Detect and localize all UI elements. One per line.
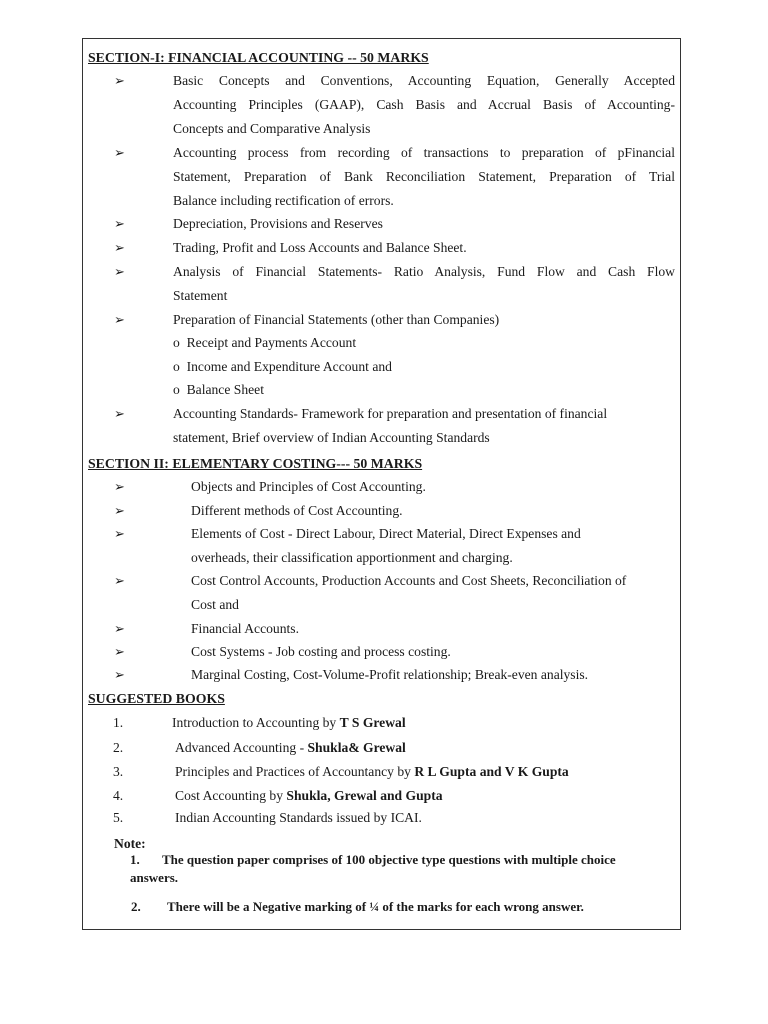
note-heading: Note: — [114, 836, 146, 851]
circle-bullet: o — [173, 335, 180, 350]
line: Analysis of Financial Statements- Ratio Analysis, Fund Flow and Cash Flow — [173, 264, 675, 279]
bullet-arrow: ➢ — [114, 240, 125, 255]
line: Concepts and Comparative Analysis — [173, 121, 371, 136]
book-author: Shukla, Grewal and Gupta — [286, 788, 443, 803]
book-text: Introduction to Accounting by — [172, 715, 340, 730]
line: statement, Brief overview of Indian Accounting Standards — [173, 430, 490, 445]
bullet-arrow: ➢ — [114, 312, 125, 327]
bullet-arrow: ➢ — [114, 667, 125, 682]
list-item: Preparation of Financial Statements (other than Companies) — [173, 312, 500, 327]
sub-list-item — [173, 358, 392, 376]
list-item — [173, 72, 675, 138]
bullet-arrow: ➢ — [114, 73, 125, 88]
line: Basic Concepts and Conventions, Accounting Equation, Generally Accepted — [173, 73, 675, 88]
bullet-arrow: ➢ — [114, 145, 125, 160]
line: overheads, their classification apportionment and charging. — [191, 550, 513, 565]
note-number: 1. — [130, 852, 140, 867]
bullet-arrow: ➢ — [114, 216, 125, 231]
sub-item-text: Balance Sheet — [186, 382, 264, 397]
line: Accounting Standards- Framework for preparation and presentation of financial — [173, 406, 608, 421]
book-item — [175, 809, 422, 827]
line: Statement — [173, 288, 228, 303]
line: Balance including rectification of errors. — [173, 193, 394, 208]
list-item: Financial Accounts. — [191, 621, 299, 636]
list-item: Marginal Costing, Cost-Volume-Profit relationship; Break-even analysis. — [191, 667, 589, 682]
line: Cost and — [191, 597, 239, 612]
list-item — [173, 144, 675, 210]
book-text: Advanced Accounting - — [175, 740, 308, 755]
circle-bullet: o — [173, 359, 180, 374]
book-number: 1. — [113, 715, 124, 730]
book-number: 2. — [113, 740, 124, 755]
sub-list-item — [173, 381, 264, 399]
note-text: There will be a Negative marking of ¼ of the marks for each wrong answer. — [167, 899, 584, 914]
list-item: Depreciation, Provisions and Reserves — [173, 216, 383, 231]
bullet-arrow: ➢ — [114, 573, 125, 588]
line: Cost Control Accounts, Production Accounts and Cost Sheets, Reconciliation of — [191, 573, 627, 588]
bullet-arrow: ➢ — [114, 264, 125, 279]
book-item — [175, 787, 443, 805]
bullet-arrow: ➢ — [114, 503, 125, 518]
line: Statement, Preparation of Bank Reconciliation Statement, Preparation of Trial — [173, 169, 675, 184]
note-number: 2. — [131, 899, 141, 914]
sub-list-item — [173, 334, 356, 352]
list-item: Cost Systems - Job costing and process costing. — [191, 644, 451, 659]
books-heading: SUGGESTED BOOKS — [88, 691, 225, 706]
list-item: Objects and Principles of Cost Accounting. — [191, 479, 426, 494]
book-text: Cost Accounting by — [175, 788, 287, 803]
bullet-arrow: ➢ — [114, 479, 125, 494]
bullet-arrow: ➢ — [114, 621, 125, 636]
note-continuation: answers. — [130, 870, 179, 885]
list-item — [191, 572, 626, 614]
book-text: Principles and Practices of Accountancy by — [175, 764, 415, 779]
line: Accounting process from recording of transactions to preparation of pFinancial — [173, 145, 675, 160]
list-item — [191, 525, 581, 567]
section-2-heading: SECTION II: ELEMENTARY COSTING--- 50 MARKS — [88, 456, 423, 471]
book-number: 4. — [113, 788, 124, 803]
note-text: The question paper comprises of 100 objective type questions with multiple choice — [162, 852, 616, 867]
list-item — [173, 263, 675, 305]
circle-bullet: o — [173, 382, 180, 397]
book-number: 3. — [113, 764, 124, 779]
sub-item-text: Receipt and Payments Account — [186, 335, 357, 350]
book-text: Indian Accounting Standards issued by ICAI. — [175, 810, 422, 825]
list-item: Different methods of Cost Accounting. — [191, 503, 403, 518]
sub-item-text: Income and Expenditure Account and — [186, 359, 392, 374]
bullet-arrow: ➢ — [114, 644, 125, 659]
book-item — [175, 739, 406, 757]
book-number: 5. — [113, 810, 124, 825]
book-item — [175, 763, 569, 781]
book-author: R L Gupta and V K Gupta — [414, 764, 569, 779]
bullet-arrow: ➢ — [114, 406, 125, 421]
book-item — [172, 714, 406, 732]
list-item — [173, 405, 607, 447]
book-author: Shukla& Grewal — [307, 740, 406, 755]
line: Accounting Principles (GAAP), Cash Basis and Accrual Basis of Accounting- — [173, 97, 675, 112]
bullet-arrow: ➢ — [114, 526, 125, 541]
book-author: T S Grewal — [339, 715, 406, 730]
list-item: Trading, Profit and Loss Accounts and Balance Sheet. — [173, 240, 467, 255]
line: Elements of Cost - Direct Labour, Direct Material, Direct Expenses and — [191, 526, 581, 541]
section-1-heading: SECTION-I: FINANCIAL ACCOUNTING -- 50 MARKS — [88, 50, 429, 65]
